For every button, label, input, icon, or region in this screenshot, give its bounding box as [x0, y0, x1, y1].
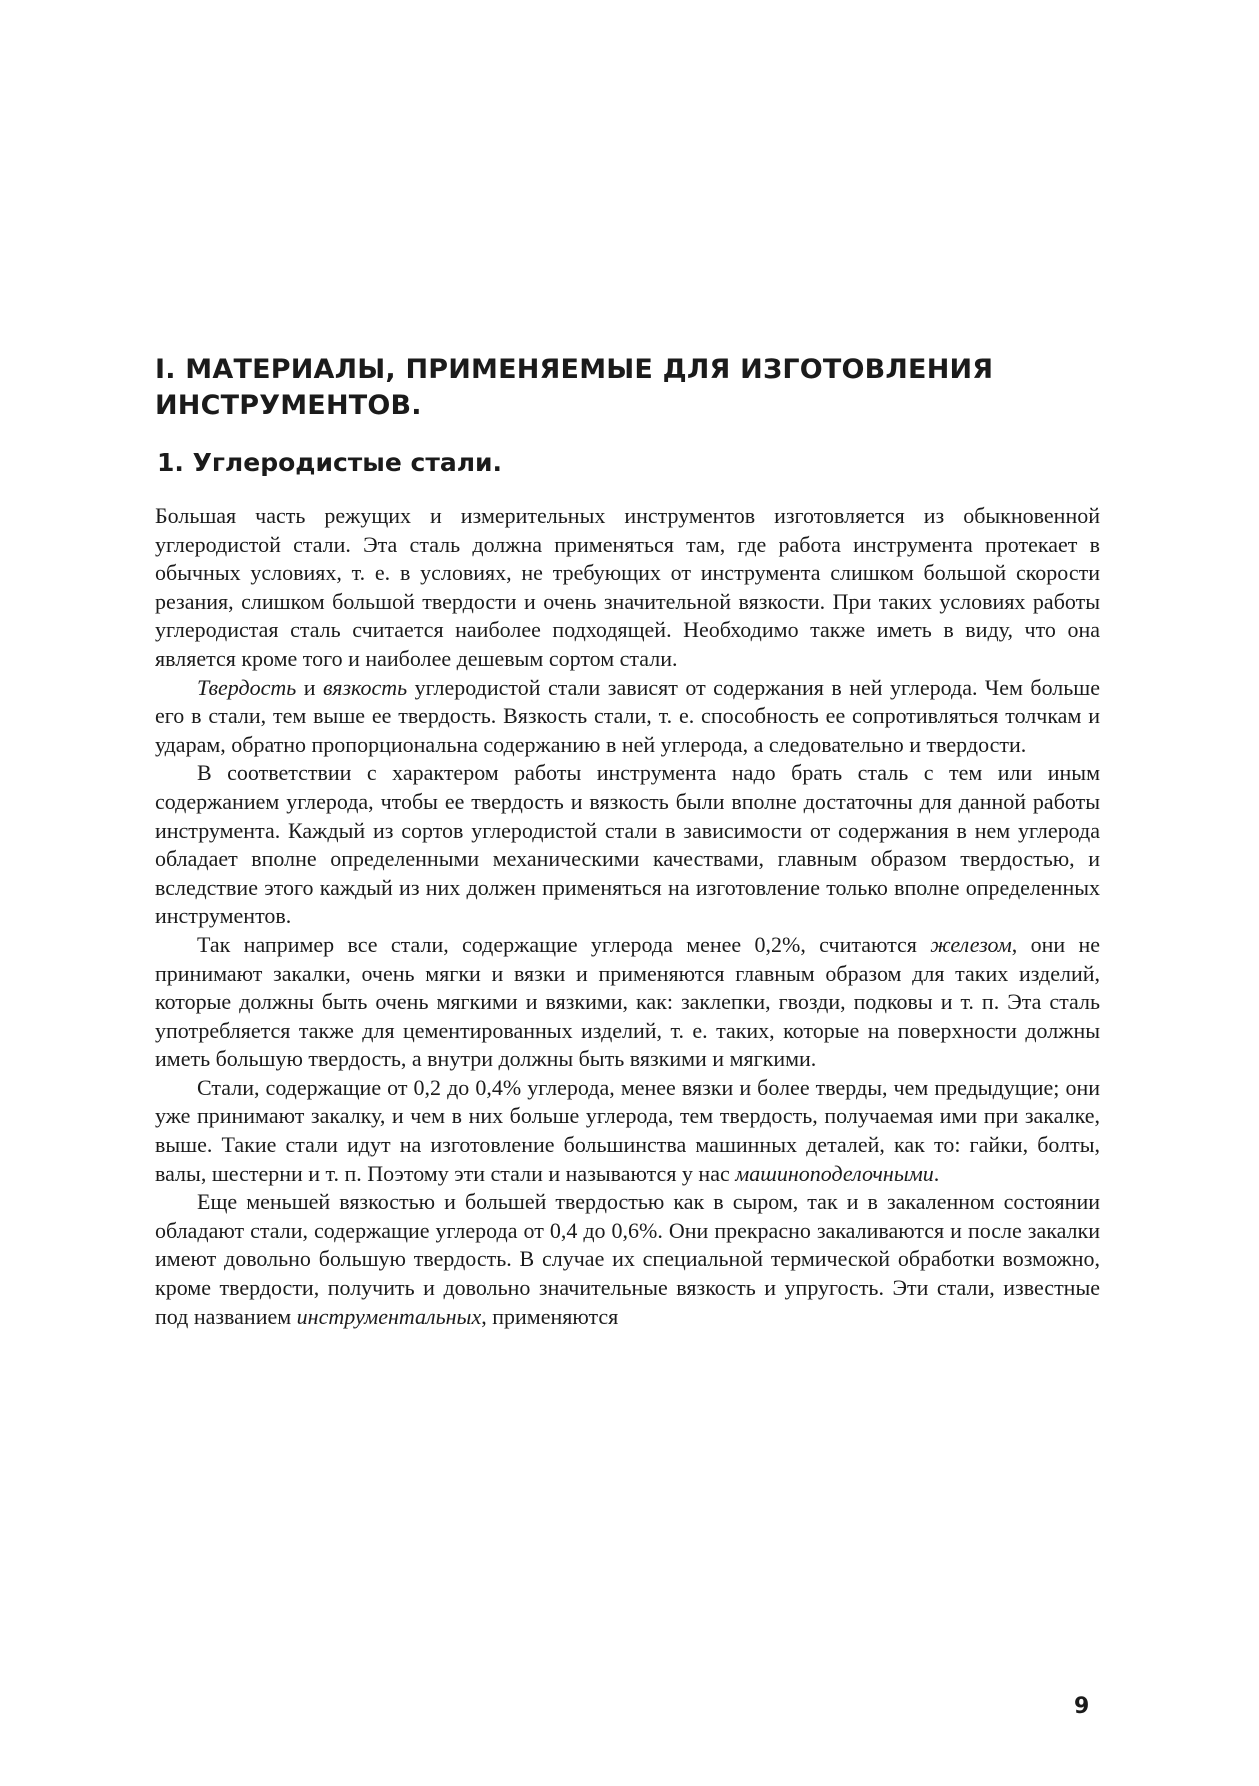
paragraph-6-before: Еще меньшей вязкостью и большей твердостью как в сыром, так и в закаленном состоянии обладают стали, содержащие углерода от 0,4 до 0,6%. Они прекрасно закаливаются и после закалки имеют довольно большую твердость. В случае их специальной термической обработки возможно, кроме твердости, получить и довольно значительные вязкость и упругость. Эти стали, известные под названием — [155, 1189, 1100, 1329]
paragraph-1: Большая часть режущих и измерительных инструментов изготовляется из обыкновенной углеродистой стали. Эта сталь должна применяться там, где работа инструмента протекает в обычных условиях, т. е. в условиях, не требующих от инструмента слишком большой скорости резания, слишком большой твердости и очень значительной вязкости. При таких условиях работы углеродистая сталь считается наиболее подходящей. Необходимо также иметь в виду, что она является кроме того и наиболее дешевым сортом стали. — [155, 503, 1100, 671]
term-tool-steel: инструментальных — [296, 1303, 482, 1329]
paragraph-2-text: углеродистой стали зависят от содержания в ней углерода. Чем больше его в стали, тем выше ее твердость. Вязкость стали, т. е. способность ее сопротивляться толчкам и ударам, обратно пропорциональна содержанию в ней углерода, а следовательно и твердости. — [155, 674, 1100, 757]
page-number: 9 — [1074, 1694, 1090, 1719]
term-iron: железом — [930, 931, 1012, 957]
paragraph-3: В соответствии с характером работы инструмента надо брать сталь с тем или иным содержанием углерода, чтобы ее твердость и вязкость были вполне достаточны для данной работы инструмента. Каждый из сортов углеродистой стали в зависимости от содержания в нем углерода обладает вполне определенными механическими качествами, главным образом твердостью, и вследствие этого каждый из них должен применяться на изготовление только вполне определенных инструментов. — [155, 760, 1100, 929]
paragraph-6-after: , применяются — [481, 1303, 619, 1329]
term-hardness: Твердость — [197, 674, 297, 700]
term-toughness: вязкость — [322, 674, 408, 700]
paragraph-5-after: . — [933, 1160, 940, 1186]
paragraph-4 — [155, 931, 1100, 1074]
chapter-title: I. МАТЕРИАЛЫ, ПРИМЕНЯЕМЫЕ ДЛЯ ИЗГОТОВЛЕНИЯ ИНСТРУМЕНТОВ. — [155, 354, 994, 421]
term-joiner: и — [296, 674, 323, 700]
paragraph-4-after: , они не принимают закалки, очень мягки и вязки и применяются главным образом для таких изделий, которые должны быть очень мягкими и вязкими, как: заклепки, гвозди, подковы и т. п. Эта сталь употребляется также для цементированных изделий, т. е. таких, которые на поверхности должны иметь большую твердость, а внутри должны быть вязкими и мягкими. — [155, 931, 1100, 1072]
paragraph-5-before: Стали, содержащие от 0,2 до 0,4% углерода, менее вязки и более тверды, чем предыдущие; они уже принимают закалку, и чем в них больше углерода, тем твердость, получаемая ими при закалке, выше. Такие стали идут на изготовление большинства машинных деталей, как то: гайки, болты, валы, шестерни и т. п. Поэтому эти стали и называются у нас — [155, 1074, 1100, 1186]
paragraph-2 — [155, 674, 1100, 760]
body-text — [155, 502, 1100, 1331]
paragraph-6 — [155, 1188, 1100, 1331]
term-machine-steel: машиноподелочными — [735, 1160, 934, 1186]
paragraph-4-before: Так например все стали, содержащие углерода менее 0,2%, считаются — [197, 931, 931, 957]
paragraph-5 — [155, 1074, 1100, 1188]
section-title: 1. Углеродистые стали. — [157, 448, 503, 477]
